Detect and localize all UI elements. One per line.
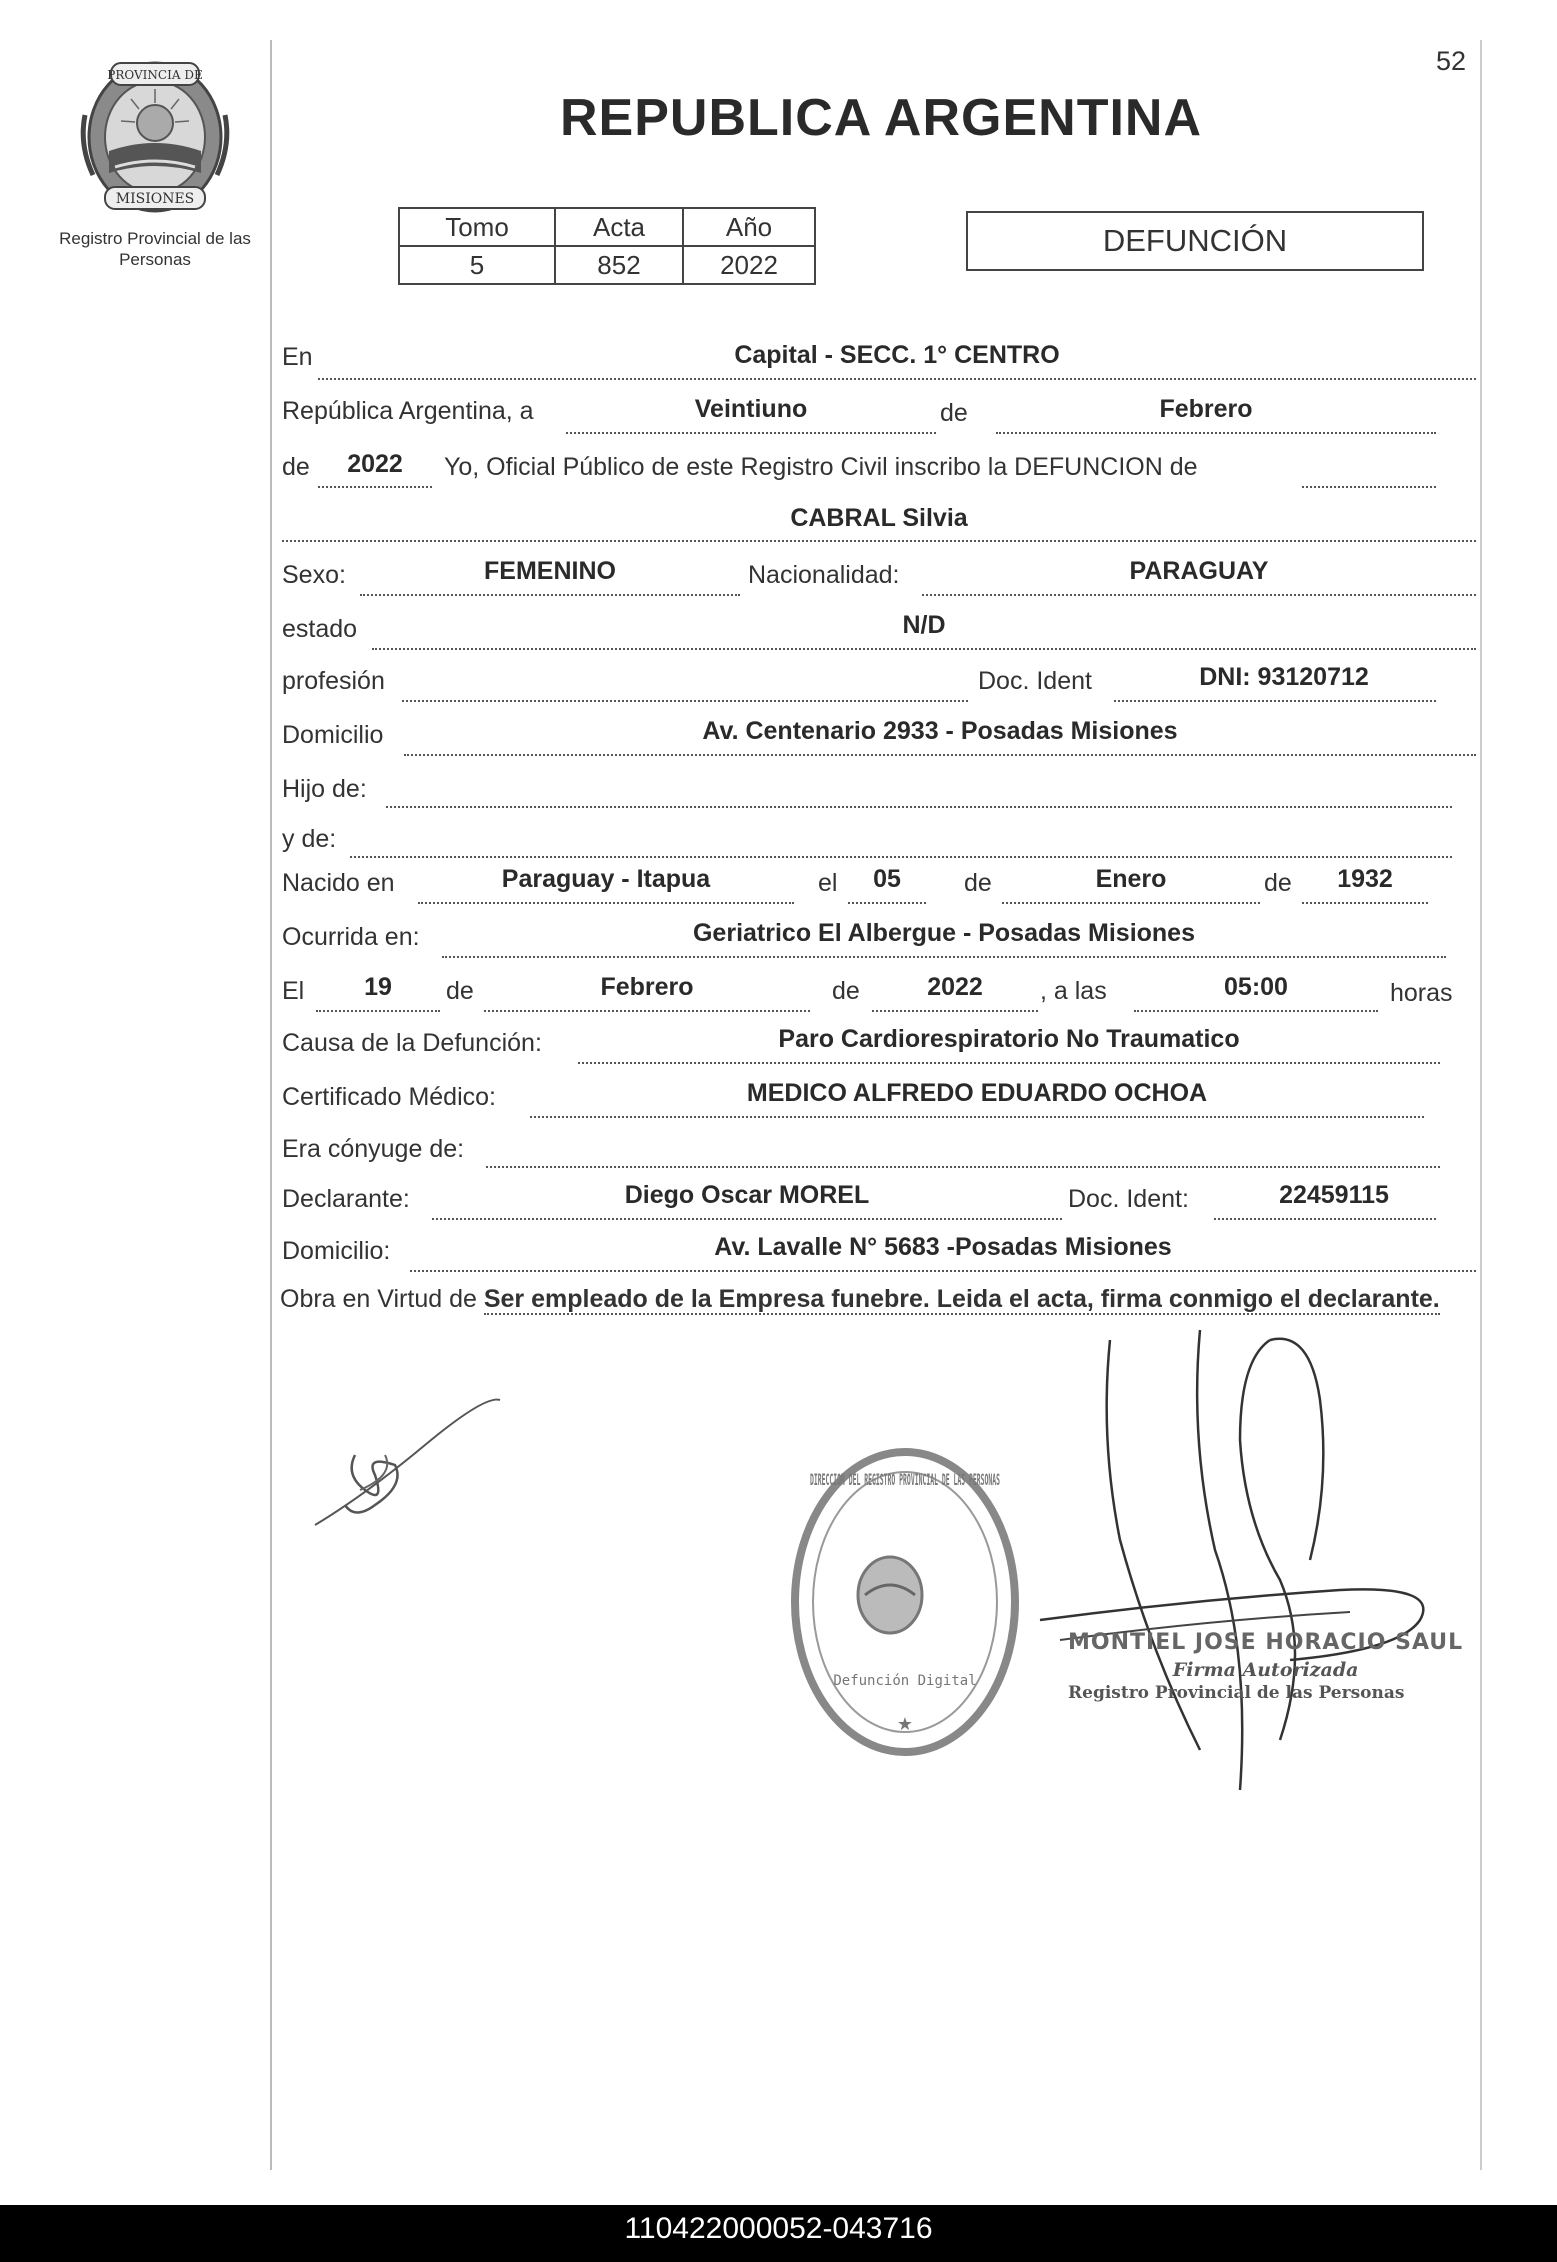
el-label: el [818, 869, 838, 897]
deceased-name: CABRAL Silvia [790, 504, 968, 532]
domicilio-value: Av. Centenario 2933 - Posadas Misiones [702, 717, 1178, 745]
causa-value: Paro Cardiorespiratorio No Traumatico [778, 1025, 1240, 1053]
signatory-role: Firma Autorizada [1172, 1659, 1359, 1681]
death-year-line [872, 1010, 1038, 1012]
margin-line-left [270, 40, 272, 2170]
signatory-name: MONTIEL JOSE HORACIO SAUL [1068, 1630, 1464, 1655]
month-value: Febrero [1159, 395, 1253, 423]
profesion-label: profesión [282, 667, 385, 695]
de5-label: de [446, 977, 474, 1005]
profesion-line [402, 700, 968, 702]
estado-line [372, 648, 1476, 650]
hijo-label: Hijo de: [282, 775, 367, 803]
death-month-line [484, 1010, 810, 1012]
anio-header: Año [683, 208, 815, 246]
doc-ident-label: Doc. Ident [978, 667, 1092, 695]
volume-table [398, 207, 816, 285]
tomo-header: Tomo [399, 208, 555, 246]
sexo-line [360, 594, 740, 596]
nacionalidad-label: Nacionalidad: [748, 561, 900, 589]
death-year: 2022 [927, 973, 983, 1001]
doc-ident2-value: 22459115 [1279, 1181, 1389, 1209]
birth-month-line [1002, 902, 1260, 904]
doc-ident-value: DNI: 93120712 [1199, 663, 1369, 691]
estado-value: N/D [902, 611, 946, 639]
yde-line [350, 856, 1452, 858]
de2-label: de [282, 453, 310, 481]
horas-label: horas [1390, 979, 1453, 1007]
day-value: Veintiuno [694, 395, 808, 423]
doc-ident2-line [1214, 1218, 1436, 1220]
seal-ring-text: DIRECCION DEL REGISTRO PROVINCIAL DE LAS PERSONAS [810, 1470, 1000, 1489]
month-line [996, 432, 1436, 434]
nacionalidad-line [922, 594, 1476, 596]
oficial-line [1302, 486, 1436, 488]
sexo-label: Sexo: [282, 561, 346, 589]
nacido-value: Paraguay - Itapua [501, 865, 711, 893]
de4-label: de [1264, 869, 1292, 897]
obra-value: Ser empleado de la Empresa funebre. Leida el acta, firma conmigo el declarante. [483, 1285, 1440, 1313]
hijo-line [386, 806, 1452, 808]
acta-header: Acta [555, 208, 683, 246]
provincial-emblem-icon [75, 55, 235, 215]
year-line [318, 486, 432, 488]
alas-label: , a las [1040, 977, 1107, 1005]
certificado-line [530, 1116, 1424, 1118]
signatory-org: Registro Provincial de las Personas [1068, 1683, 1405, 1703]
de3-label: de [964, 869, 992, 897]
ocurrida-value: Geriatrico El Albergue - Posadas Misiones [692, 919, 1195, 947]
svg-text:★: ★ [896, 1714, 914, 1734]
official-seal-icon [790, 1445, 1020, 1760]
handwritten-initial-icon [305, 1395, 505, 1535]
margin-line-right [1480, 40, 1482, 2170]
el2-label: El [282, 977, 305, 1005]
de-label: de [940, 399, 968, 427]
birth-year: 1932 [1337, 865, 1393, 893]
de6-label: de [832, 977, 860, 1005]
footer-code: 110422000052-043716 [624, 2212, 933, 2245]
seal-inner-text: Defunción Digital [833, 1673, 977, 1689]
death-day-line [316, 1010, 440, 1012]
nacionalidad-value: PARAGUAY [1129, 557, 1269, 585]
document-type-box: DEFUNCIÓN [966, 211, 1424, 271]
page-title: REPUBLICA ARGENTINA [560, 89, 1203, 147]
death-month: Febrero [600, 973, 694, 1001]
certificado-label: Certificado Médico: [282, 1083, 496, 1111]
acta-value: 852 [555, 246, 683, 284]
estado-label: estado [282, 615, 358, 643]
domicilio-label: Domicilio [282, 721, 384, 749]
ocurrida-label: Ocurrida en: [282, 923, 420, 951]
registry-label: Registro Provincial de las Personas [59, 229, 251, 269]
certificado-value: MEDICO ALFREDO EDUARDO OCHOA [746, 1079, 1208, 1107]
emblem-top-text: PROVINCIA DE [107, 68, 203, 82]
en-value: Capital - SECC. 1° CENTRO [734, 341, 1060, 369]
declarante-label: Declarante: [282, 1185, 410, 1213]
ocurrida-line [442, 956, 1446, 958]
birth-day: 05 [873, 865, 901, 893]
domicilio2-value: Av. Lavalle N° 5683 -Posadas Misiones [714, 1233, 1172, 1261]
doc-ident-line [1114, 700, 1436, 702]
obra-paragraph [280, 1282, 1480, 1316]
oficial-text: Yo, Oficial Público de este Registro Civil inscribo la DEFUNCION de [444, 453, 1198, 481]
declarante-value: Diego Oscar MOREL [624, 1181, 870, 1209]
obra-label: Obra en Virtud de [280, 1285, 477, 1313]
conyuge-label: Era cónyuge de: [282, 1135, 465, 1163]
death-time-line [1134, 1010, 1378, 1012]
emblem-bottom-text: MISIONES [115, 191, 195, 207]
declarante-line [432, 1218, 1062, 1220]
conyuge-line [486, 1166, 1440, 1168]
death-time: 05:00 [1224, 973, 1288, 1001]
nacido-label: Nacido en [282, 869, 395, 897]
day-line [566, 432, 936, 434]
year-value: 2022 [347, 450, 403, 478]
causa-line [578, 1062, 1440, 1064]
birth-day-line [848, 902, 926, 904]
domicilio2-line [410, 1270, 1476, 1272]
en-line [318, 378, 1476, 380]
tomo-value: 5 [399, 246, 555, 284]
domicilio2-label: Domicilio: [282, 1237, 391, 1265]
death-day: 19 [364, 973, 392, 1001]
en-label: En [282, 343, 313, 371]
page-number: 52 [1436, 46, 1467, 76]
republica-label: República Argentina, a [282, 397, 534, 425]
doc-ident2-label: Doc. Ident: [1068, 1185, 1189, 1213]
signature-icon [1040, 1320, 1460, 1800]
yde-label: y de: [282, 825, 337, 853]
nacido-line [418, 902, 794, 904]
domicilio-line [404, 754, 1476, 756]
name-line [282, 540, 1476, 542]
signature-block [1068, 1630, 1463, 1703]
sexo-value: FEMENINO [484, 557, 616, 585]
birth-year-line [1302, 902, 1428, 904]
causa-label: Causa de la Defunción: [282, 1029, 542, 1057]
birth-month: Enero [1095, 865, 1167, 893]
anio-value: 2022 [683, 246, 815, 284]
